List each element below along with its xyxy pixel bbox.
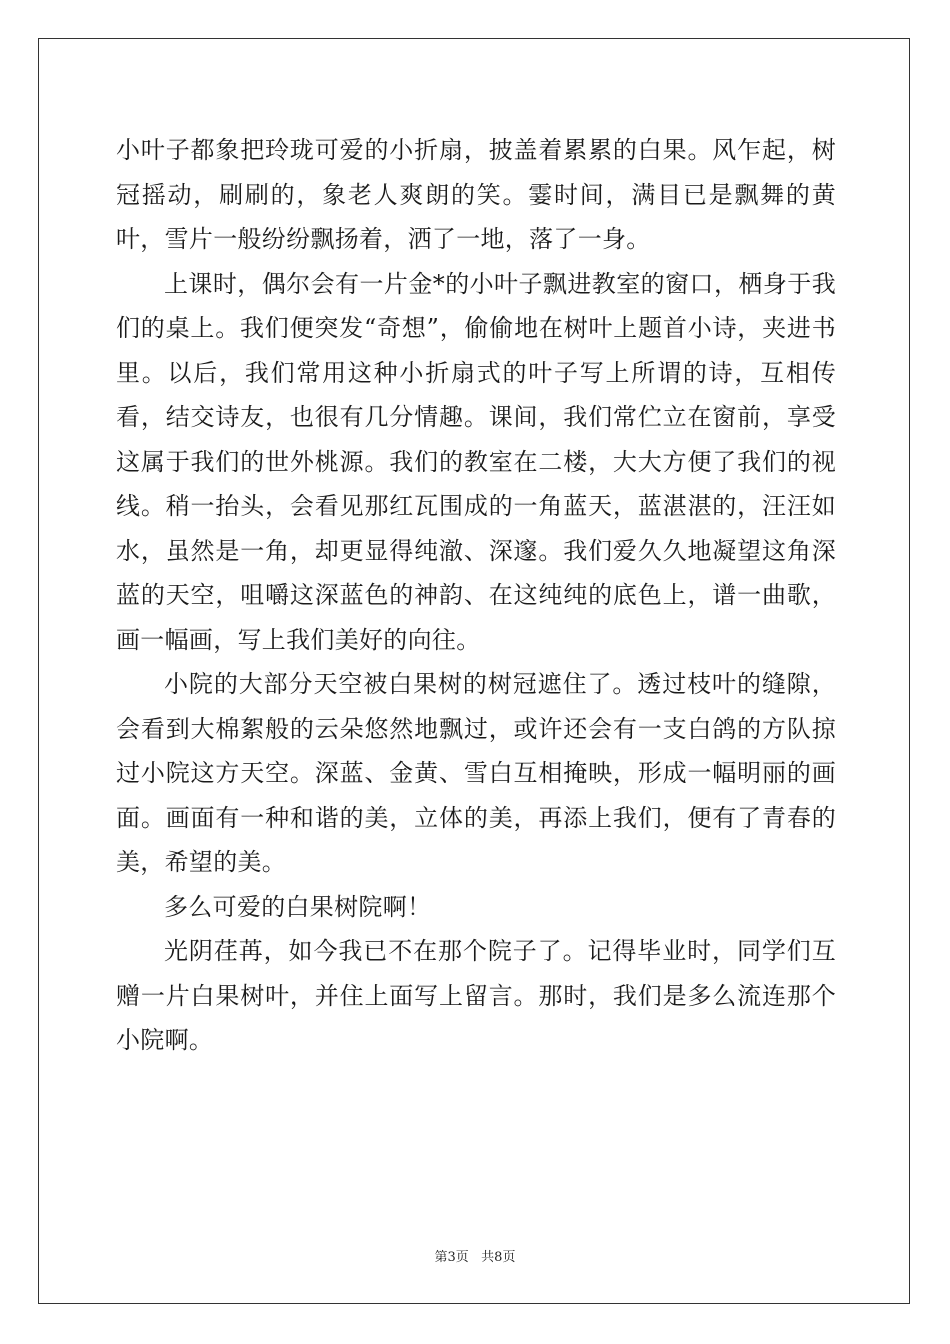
paragraph-1: 小叶子都象把玲珑可爱的小折扇，披盖着累累的白果。风乍起，树冠摇动，刷刷的，象老人爽朗的笑。霎时间，满目已是飘舞的黄叶，雪片一般纷纷飘扬着，洒了一地，落了一身。 xyxy=(116,136,836,253)
paragraph-3: 小院的大部分天空被白果树的树冠遮住了。透过枝叶的缝隙，会看到大棉絮般的云朵悠然地飘过，或许还会有一支白鸽的方队掠过小院这方天空。深蓝、金黄、雪白互相掩映，形成一幅明丽的画面。画面有一种和谐的美，立体的美，再添上我们，便有了青春的美，希望的美。 xyxy=(116,670,836,876)
paragraph-4: 多么可爱的白果树院啊！ xyxy=(164,892,432,921)
page-number-footer: 第3页 共8页 xyxy=(434,1250,516,1265)
paragraph-2: 上课时，偶尔会有一片金*的小叶子飘进教室的窗口，栖身于我们的桌上。我们便突发“奇想”，偷偷地在树叶上题首小诗，夹进书里。以后，我们常用这种小折扇式的叶子写上所谓的诗，互相传看，结交诗友，也很有几分情趣。课间，我们常伫立在窗前，享受这属于我们的世外桃源。我们的教室在二楼，大大方便了我们的视线。稍一抬头，会看见那红瓦围成的一角蓝天，蓝湛湛的，汪汪如水，虽然是一角，却更显得纯澈、深邃。我们爱久久地凝望这角深蓝的天空，咀嚼这深蓝色的神韵、在这纯纯的底色上，谱一曲歌，画一幅画，写上我们美好的向往。 xyxy=(116,269,836,654)
paragraph-5: 光阴荏苒，如今我已不在那个院子了。记得毕业时，同学们互赠一片白果树叶，并住上面写上留言。那时，我们是多么流连那个小院啊。 xyxy=(116,937,836,1054)
document-body xyxy=(116,128,836,1063)
